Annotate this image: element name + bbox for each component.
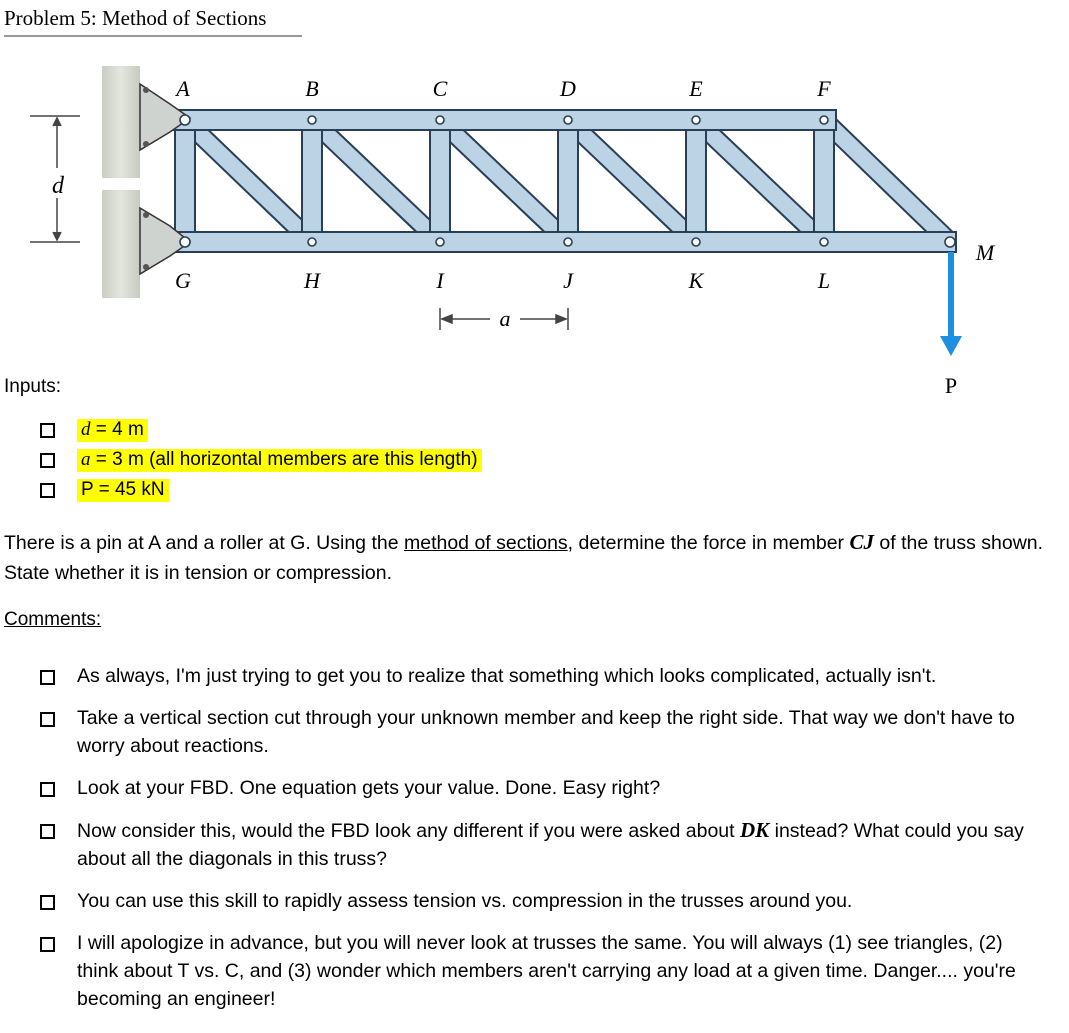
bottom-chord [160,232,956,252]
checkbox-icon[interactable] [40,453,55,468]
input-text: P = 45 kN [81,478,165,500]
member-dk: DK [740,818,770,842]
checkbox-icon[interactable] [40,782,55,797]
comment-item: As always, I'm just trying to get you to realize that something which looks complicated, actually isn't. [40,662,1030,690]
comment-item: You can use this skill to rapidly assess tension vs. compression in the trusses around you. [40,887,1030,915]
method-of-sections-link: method of sections [403,532,568,554]
comment-item: Now consider this, would the FBD look any different if you were asked about DK instead? What could you say about all the diagonals in this truss? [40,816,1030,873]
comment-item: Look at your FBD. One equation gets your value. Done. Easy right? [40,774,1030,802]
input-text: = 3 m (all horizontal members are this length) [90,448,478,470]
input-item-a [40,445,482,475]
inputs-label: Inputs: [4,376,62,397]
checkbox-icon[interactable] [40,712,55,727]
checkbox-icon[interactable] [40,895,55,910]
joint-label-b: B [305,76,319,101]
member-cj: CJ [849,530,874,554]
checkbox-icon[interactable] [40,423,55,438]
comment-item: Take a vertical section cut through your unknown member and keep the right side. That way we don't have to worry about reactions. [40,704,1030,760]
joint-label-a: A [176,76,190,101]
input-item-d [40,415,482,445]
input-text: = 4 m [90,418,144,440]
load-label: P [944,373,958,398]
joint-label-h: H [304,268,320,293]
checkbox-icon[interactable] [40,483,55,498]
joint-label-j: J [563,268,573,293]
d-label: d [52,173,64,199]
checkbox-icon[interactable] [40,937,55,952]
comment-item: I will apologize in advance, but you will never look at trusses the same. You will always (1) see triangles, (2) think about T vs. C, and (3) wonder which members aren't carrying any load at a given time. Danger.... you're becoming an engineer! [40,929,1030,1013]
comments-list [40,662,1030,1027]
a-label: a [499,306,511,331]
problem-statement: There is a pin at A and a roller at G. Using the method of sections, determine the force in member CJ of the truss shown. State whether it is in tension or compression. [4,530,1044,584]
joint-label-k: K [688,268,704,293]
joint-label-m: M [975,240,995,265]
top-chord [160,110,836,130]
input-symbol: d [81,418,91,440]
joint-label-f: F [817,76,831,101]
input-item-p [40,475,482,505]
load-arrow [940,252,962,356]
wall-support-bottom [102,190,140,298]
joint-label-i: I [436,268,444,293]
joint-label-l: L [817,268,831,293]
checkbox-icon[interactable] [40,670,55,685]
truss-figure [0,60,1069,405]
joint-label-c: C [432,76,448,101]
joint-label-e: E [689,76,703,101]
comments-label: Comments: [4,609,102,630]
inputs-list [40,415,482,505]
checkbox-icon[interactable] [40,824,55,839]
page-title: Problem 5: Method of Sections [4,6,302,37]
wall-support-top [102,66,140,178]
input-symbol: a [81,448,91,470]
joint-label-d: D [560,76,576,101]
joint-label-g: G [175,268,191,293]
